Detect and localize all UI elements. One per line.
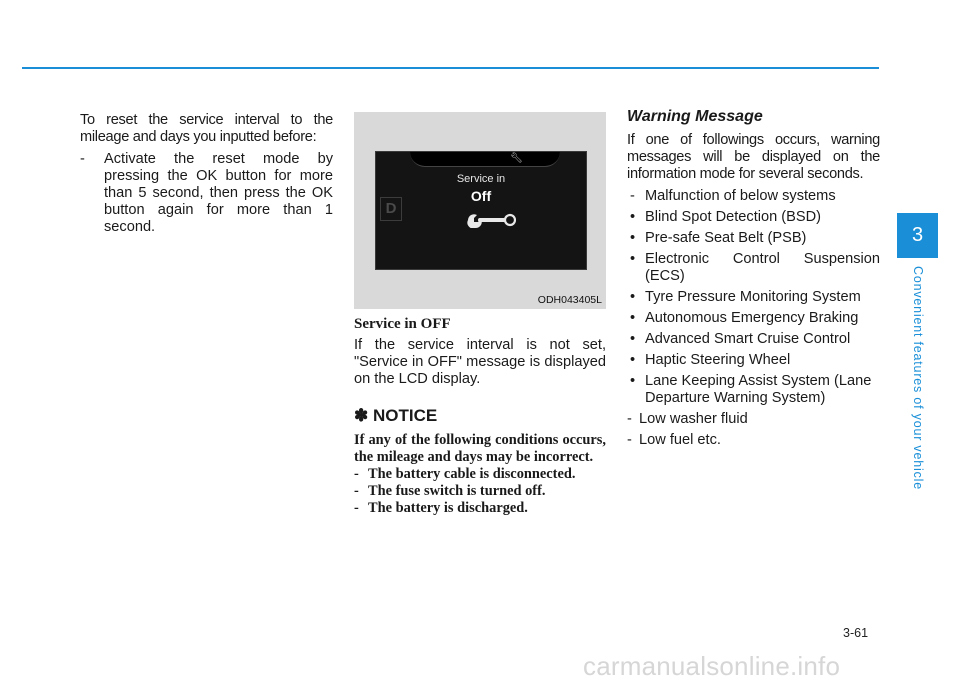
list-item: • Electronic Control Suspension (ECS) (630, 251, 880, 284)
service-off-title: Service in OFF (354, 316, 451, 332)
list-item: • Autonomous Emergency Braking (630, 310, 859, 326)
cluster-figure (354, 112, 606, 309)
screen-value: Off (470, 188, 492, 204)
notice-heading: ✽ NOTICE (354, 406, 438, 425)
notice-item: - The fuse switch is turned off. (354, 483, 546, 499)
list-item: - Low fuel etc. (627, 432, 721, 448)
notice-item: - The battery is discharged. (354, 500, 528, 516)
list-item: • Advanced Smart Cruise Control (630, 331, 851, 347)
column-right (627, 108, 880, 453)
list-item: - Low washer fluid (627, 411, 748, 427)
screen-top-bar (410, 152, 560, 167)
reset-step-text: Activate the reset mode by pressing the OK button for more than 5 second, then press the OK button again for more than 1 second. (104, 151, 333, 235)
notice-item: - The battery cable is disconnected. (354, 466, 576, 482)
notice-body: If any of the following conditions occurs, the mileage and days may be incorrect. (354, 432, 606, 465)
list-item: • Blind Spot Detection (BSD) (630, 209, 822, 225)
gear-indicator: D (380, 197, 402, 221)
list-item: - Malfunction of below systems (630, 188, 836, 204)
chapter-title: Convenient features of your vehicle (911, 266, 925, 490)
top-rule (22, 67, 879, 69)
figure-code: ODH043405L (537, 294, 602, 306)
wrench-icon (466, 212, 516, 228)
watermark: carmanualsonline.info (583, 651, 841, 681)
list-item: • Pre-safe Seat Belt (PSB) (630, 230, 807, 246)
reset-step (80, 151, 333, 236)
warning-title: Warning Message (627, 108, 763, 125)
chapter-tab: 3 (897, 213, 938, 258)
column-left (80, 112, 333, 236)
service-off-body: If the service interval is not set, "Service in OFF" message is displayed on the LCD display. (354, 337, 606, 387)
cluster-screen (375, 151, 587, 270)
warning-intro: If one of followings occurs, warning messages will be displayed on the information mode for several seconds. (627, 132, 880, 182)
list-item: • Tyre Pressure Monitoring System (630, 289, 861, 305)
screen-title: Service in (456, 173, 506, 185)
column-middle (354, 112, 606, 517)
wrench-indicator-icon: 🔧︎ (510, 153, 523, 164)
reset-intro: To reset the service interval to the mileage and days you inputted before: (80, 112, 333, 145)
dash-marker: - (80, 151, 85, 167)
list-item: • Haptic Steering Wheel (630, 352, 791, 368)
page-number: 3-61 (843, 626, 869, 640)
list-item: • Lane Keeping Assist System (Lane Departure Warning System) (630, 373, 872, 406)
